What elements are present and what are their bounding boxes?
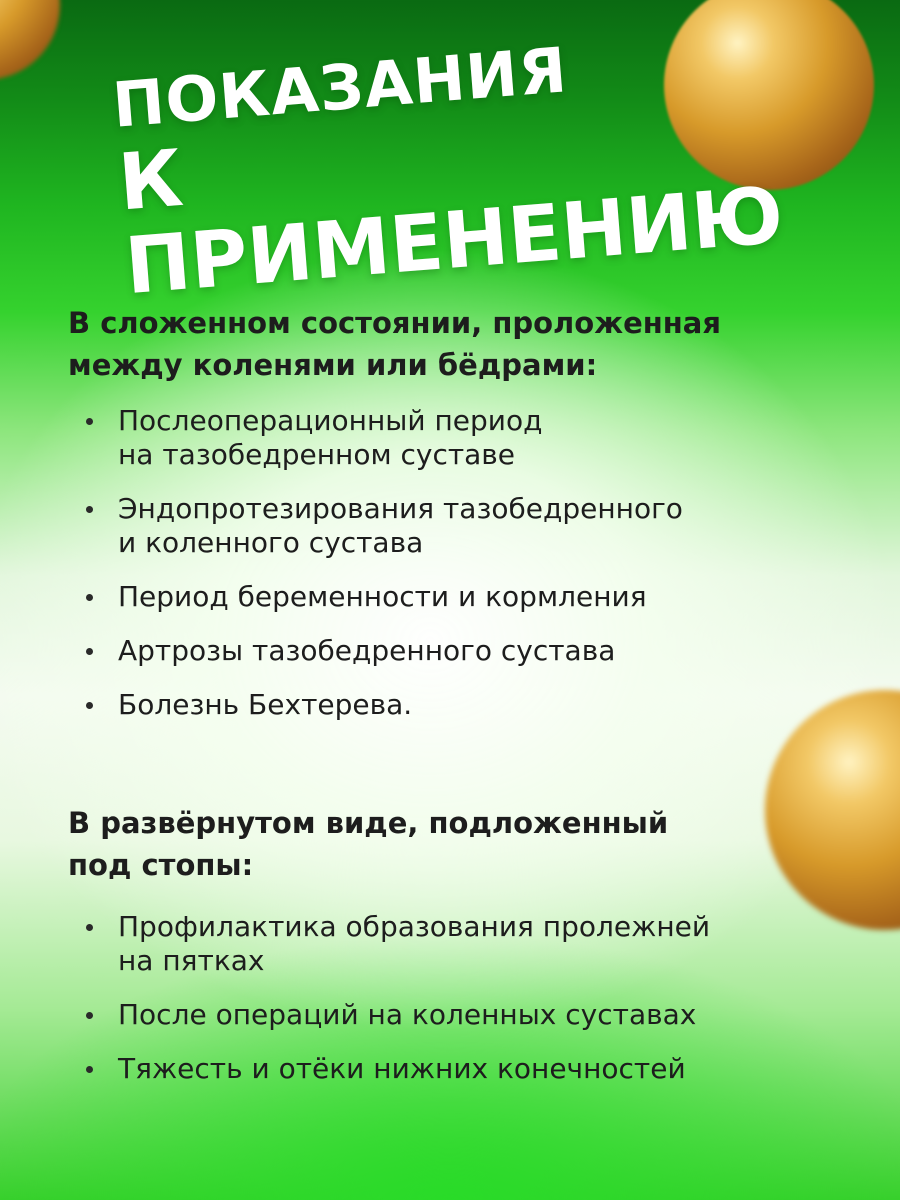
list-item-line-1: Эндопротезирования тазобедренного xyxy=(118,492,683,525)
unfolded-indications-list xyxy=(82,910,882,1106)
list-item xyxy=(82,580,882,614)
list-item-line-2: на пятках xyxy=(118,944,265,977)
list-item-line-1: Болезнь Бехтерева. xyxy=(118,688,413,721)
bullet-icon xyxy=(86,648,93,655)
section-folded-heading-line-2: между коленями или бёдрами: xyxy=(68,348,598,382)
list-item xyxy=(82,1052,882,1086)
bullet-icon xyxy=(86,924,93,931)
bullet-icon xyxy=(86,418,93,425)
bullet-icon xyxy=(86,702,93,709)
list-item xyxy=(82,688,882,722)
list-item-line-1: Тяжесть и отёки нижних конечностей xyxy=(118,1052,686,1085)
list-item xyxy=(82,492,882,560)
gold-ball-decoration-top-left xyxy=(0,0,60,80)
list-item xyxy=(82,634,882,668)
section-folded-heading xyxy=(68,302,828,386)
list-item-line-1: Профилактика образования пролежней xyxy=(118,910,711,943)
folded-indications-list xyxy=(82,404,882,742)
section-unfolded-heading-line-1: В развёрнутом виде, подложенный xyxy=(68,806,669,840)
bullet-icon xyxy=(86,506,93,513)
list-item xyxy=(82,910,882,978)
page-title xyxy=(109,14,847,313)
section-folded-heading-line-1: В сложенном состоянии, проложенная xyxy=(68,306,721,340)
bullet-icon xyxy=(86,1066,93,1073)
list-item xyxy=(82,404,882,472)
bullet-icon xyxy=(86,594,93,601)
list-item-line-1: Период беременности и кормления xyxy=(118,580,647,613)
bullet-icon xyxy=(86,1012,93,1019)
list-item xyxy=(82,998,882,1032)
list-item-line-2: на тазобедренном суставе xyxy=(118,438,516,471)
list-item-line-2: и коленного сустава xyxy=(118,526,424,559)
section-unfolded-heading-line-2: под стопы: xyxy=(68,848,254,882)
title-line-2: К ПРИМЕНЕНИЮ xyxy=(115,133,787,313)
section-unfolded-heading xyxy=(68,802,828,886)
list-item-line-1: После операций на коленных суставах xyxy=(118,998,697,1031)
list-item-line-1: Артрозы тазобедренного сустава xyxy=(118,634,616,667)
title-line-1: ПОКАЗАНИЯ xyxy=(109,33,571,142)
list-item-line-1: Послеоперационный период xyxy=(118,404,543,437)
